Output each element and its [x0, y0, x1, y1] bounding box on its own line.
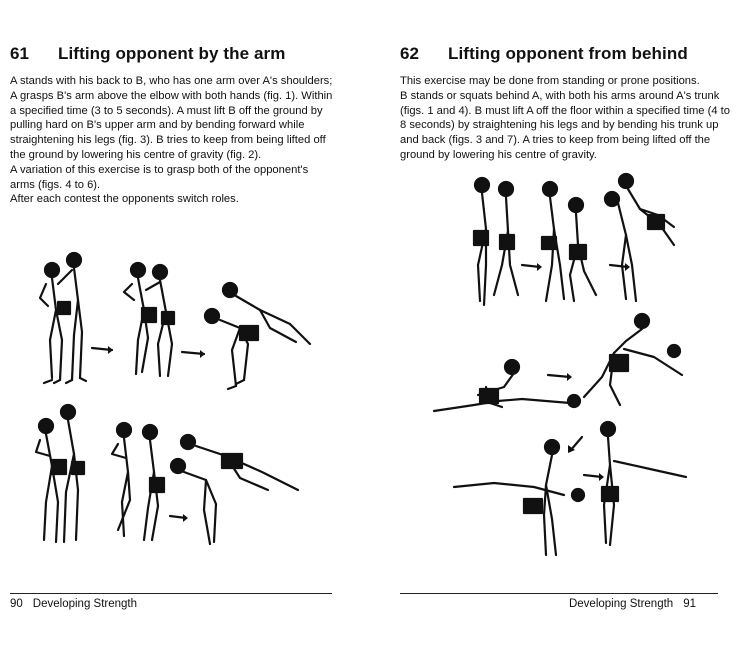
figure-pair-6: [171, 435, 298, 544]
paragraph: After each contest the opponents switch roles.: [10, 193, 239, 206]
footer-rule: [400, 593, 718, 594]
figure-illustrations: [0, 240, 374, 560]
figure-pair-7: [601, 422, 686, 545]
figure-pair-5: [112, 423, 164, 540]
paragraph: B stands or squats behind A, with both his arms around A's trunk (figs. 1 and 4). B must lift A off the floor within a specified time (4 to 8 seconds) by straightening his legs and by bending his trunk up and back (figs. 3 and 7). A tries to keep from being lifted off the ground by lowering his centre of gravity.: [400, 89, 730, 161]
right-page: [374, 0, 748, 648]
figure-pair-2: [542, 182, 596, 301]
page-number: 91: [683, 598, 696, 610]
body-text: [400, 74, 732, 163]
section-heading: [400, 44, 688, 64]
paragraph: This exercise may be done from standing or prone positions.: [400, 75, 700, 87]
figure-pair-4: [36, 405, 84, 542]
footer-rule: [10, 593, 332, 594]
figure-pair-5: [584, 314, 682, 405]
figure-pair-4: [434, 360, 580, 411]
exercise-illustration: [0, 240, 374, 560]
exercise-illustration: [374, 165, 748, 560]
running-footer: Developing Strength: [32, 598, 138, 610]
section-title: Lifting opponent by the arm: [58, 44, 286, 63]
figure-pair-1: [474, 178, 518, 305]
page-footer: [10, 598, 137, 610]
figure-pair-1: [40, 253, 86, 383]
paragraph: A stands with his back to B, who has one arm over A's shoulders; A grasps B's arm above the elbow with both hands (fig. 1). Within a specified time (3 to 5 seconds). A must lift B off the ground by pulling hard on B's upper arm and by bending forward while straightening his legs (fig. 3). B tries to keep from being lifted off the ground by lowering his centre of gravity (fig. 2).: [10, 75, 333, 161]
figure-pair-3: [605, 174, 674, 301]
figure-pair-6: [454, 440, 584, 555]
section-number: 61: [10, 44, 30, 63]
running-footer: Developing Strength: [568, 598, 674, 610]
paragraph: A variation of this exercise is to grasp both of the opponent's arms (figs. 4 to 6).: [10, 163, 309, 191]
figure-illustrations: [374, 165, 748, 560]
figure-pair-3: [205, 283, 310, 389]
section-title: Lifting opponent from behind: [448, 44, 688, 63]
arrow: [548, 375, 570, 377]
figure-pair-2: [124, 263, 174, 376]
section-number: 62: [400, 44, 420, 63]
body-text: [10, 74, 334, 207]
page-number: 90: [10, 598, 23, 610]
section-heading: [10, 44, 285, 64]
page-footer: [569, 598, 696, 610]
